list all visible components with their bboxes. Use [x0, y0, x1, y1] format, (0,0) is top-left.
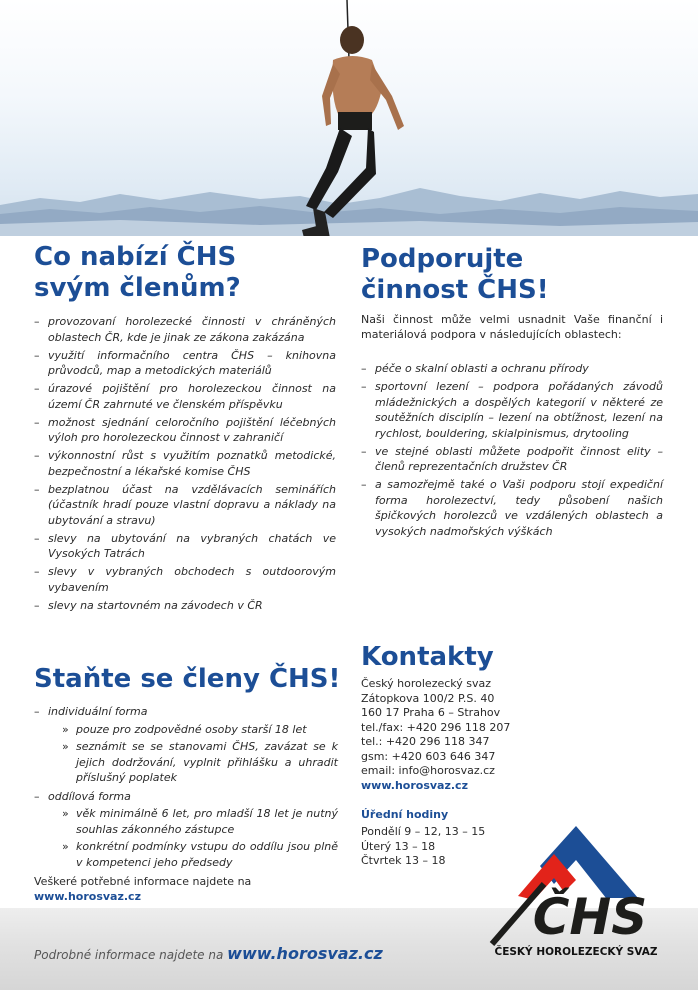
- mountain-climber-illustration: [0, 0, 698, 236]
- membership-club: [34, 789, 338, 871]
- office-hours-title: Úřední hodiny: [361, 808, 449, 821]
- footer-link[interactable]: www.horosvaz.cz: [227, 944, 383, 963]
- logo-letters: ČHS: [532, 888, 648, 946]
- contact-line: tel.: +420 296 118 347: [361, 735, 490, 748]
- contact-line: tel./fax: +420 296 118 207: [361, 720, 511, 734]
- contact-email[interactable]: email: info@horosvaz.cz: [361, 764, 495, 777]
- membership-link[interactable]: www.horosvaz.cz: [34, 889, 141, 903]
- contacts-title: Kontakty: [361, 642, 494, 672]
- support-list: [361, 361, 663, 542]
- list-item: – úrazové pojištění pro horolezeckou činnost na území ČR zahrnuté ve členském příspěvku: [34, 381, 336, 412]
- support-title-line2: činnost ČHS!: [361, 275, 549, 305]
- offers-title: [34, 242, 241, 304]
- contact-line: 160 17 Praha 6 – Strahov: [361, 706, 501, 719]
- list-item: – ve stejné oblasti můžete podpořit činnost elity – členů reprezentačních družstev ČR: [361, 444, 663, 475]
- list-item: » pouze pro zodpovědné osoby starší 18 let: [48, 722, 338, 738]
- membership-individual-list: [48, 722, 338, 786]
- list-item: » seznámit se se stanovami ČHS, zavázat se k jejich dodržování, vyplnit přihlášku a uhradit příslušný poplatek: [48, 739, 338, 786]
- offers-list: [34, 314, 336, 616]
- membership-note-text: Veškeré potřebné informace najdete na: [34, 875, 252, 888]
- hours-line: Pondělí 9 – 12, 13 – 15: [361, 825, 486, 838]
- list-item: – slevy na ubytování na vybraných chatách ve Vysokých Tatrách: [34, 531, 336, 562]
- list-item: – možnost sjednání celoročního pojištění léčebných výloh pro horolezeckou činnost v zahraničí: [34, 415, 336, 446]
- contact-web-link[interactable]: www.horosvaz.cz: [361, 778, 468, 792]
- offers-title-line1: Co nabízí ČHS: [34, 242, 237, 272]
- chs-logo: [488, 826, 668, 966]
- list-item: – sportovní lezení – podpora pořádaných závodů mládežnických a dospělých kategorií v některé ze soutěžních disciplín – lezení na obtížnost, lezení na rychlost, bouldering, skialpinismus, drytooling: [361, 379, 663, 441]
- contact-line: Zátopkova 100/2 P.S. 40: [361, 691, 495, 705]
- support-intro: Naši činnost může velmi usnadnit Vaše finanční i materiálová podpora v následujících oblastech:: [361, 313, 663, 341]
- list-item: » věk minimálně 6 let, pro mladší 18 let je nutný souhlas zákonného zástupce: [48, 806, 338, 837]
- offers-title-line2: svým členům?: [34, 273, 241, 303]
- hero-photo: [0, 0, 698, 236]
- list-item: – výkonnostní růst s využitím poznatků metodické, bezpečnostní a lékařské komise ČHS: [34, 448, 336, 479]
- contact-line: Český horolezecký svaz: [361, 677, 492, 690]
- membership-list: [34, 704, 338, 873]
- list-item: – slevy na startovném na závodech v ČR: [34, 598, 336, 614]
- list-item: – a samozřejmě také o Vaši podporu stojí expediční forma horolezectví, tedy působení našich špičkových horolezců ve vzdálených oblastech a vysokých nadmořských výškách: [361, 477, 663, 539]
- list-item: » konkrétní podmínky vstupu do oddílu jsou plně v kompetenci jeho předsedy: [48, 839, 338, 870]
- membership-club-label: oddílová forma: [48, 789, 131, 803]
- footer-note-text: Podrobné informace najdete na: [34, 948, 224, 962]
- list-item: – využití informačního centra ČHS – knihovna průvodců, map a metodických materiálů: [34, 348, 336, 379]
- footer-note: [34, 944, 383, 963]
- hours-line: Čtvrtek 13 – 18: [361, 854, 446, 867]
- membership-club-list: [48, 806, 338, 870]
- contact-line: gsm: +420 603 646 347: [361, 749, 496, 763]
- list-item: – provozovaní horolezecké činnosti v chráněných oblastech ČR, kde je jinak ze zákona zakázána: [34, 314, 336, 345]
- membership-title: Staňte se členy ČHS!: [34, 664, 341, 694]
- membership-individual: [34, 704, 338, 786]
- list-item: – slevy v vybraných obchodech s outdoorovým vybavením: [34, 564, 336, 595]
- list-item: – bezplatnou účast na vzdělávacích seminářích (účastník hradí pouze vlastní dopravu a náklady na ubytování a stravu): [34, 482, 336, 529]
- support-title: [361, 244, 549, 306]
- logo-caption: ČESKÝ HOROLEZECKÝ SVAZ: [494, 946, 658, 958]
- membership-note: [34, 875, 334, 904]
- list-item: – péče o skalní oblasti a ochranu přírody: [361, 361, 663, 377]
- support-title-line1: Podporujte: [361, 244, 524, 274]
- contacts-block: [361, 677, 561, 793]
- hours-line: Úterý 13 – 18: [361, 839, 436, 853]
- membership-individual-label: individuální forma: [48, 705, 148, 718]
